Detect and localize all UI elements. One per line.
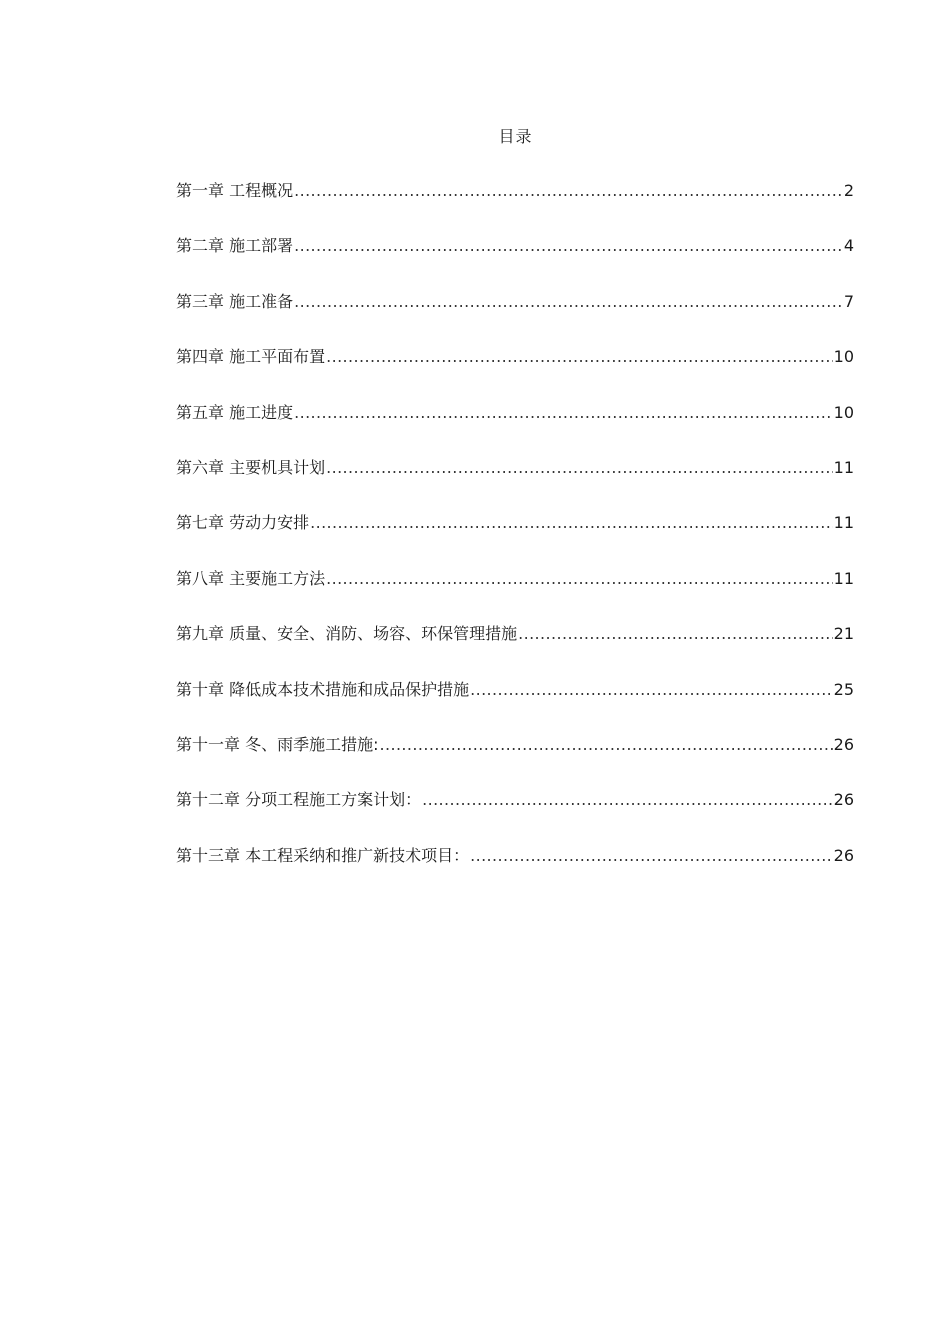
table-of-contents [176, 180, 854, 900]
toc-entry-label: 第九章 质量、安全、消防、场容、环保管理措施 [176, 624, 518, 644]
toc-dot-leader [422, 789, 833, 811]
toc-dot-leader [470, 679, 833, 701]
toc-entry-label: 第十一章 冬、雨季施工措施: [176, 734, 379, 754]
toc-page-number: 26 [833, 790, 854, 810]
toc-dot-leader [518, 623, 833, 645]
toc-page-number: 2 [843, 181, 854, 200]
toc-page-number: 4 [843, 236, 854, 256]
toc-dot-leader [326, 568, 833, 590]
toc-dot-leader [379, 734, 832, 756]
toc-entry[interactable] [176, 402, 854, 457]
toc-entry[interactable] [176, 623, 854, 678]
toc-dot-leader [326, 346, 833, 368]
toc-dot-leader [294, 235, 843, 257]
toc-entry-label: 第十三章 本工程采纳和推广新技术项目： [176, 845, 470, 865]
toc-entry-label: 第一章 工程概况 [176, 181, 294, 200]
toc-dot-leader [294, 180, 843, 202]
toc-entry-label: 第三章 施工准备 [176, 291, 294, 311]
toc-dot-leader [294, 402, 833, 424]
toc-entry-label: 第八章 主要施工方法 [176, 568, 326, 588]
toc-entry-label: 第二章 施工部署 [176, 236, 294, 256]
toc-entry[interactable] [176, 346, 854, 401]
toc-entry-label: 第五章 施工进度 [176, 402, 294, 422]
toc-entry-label: 第十二章 分项工程施工方案计划： [176, 790, 422, 810]
toc-page-number: 10 [833, 402, 854, 422]
toc-entry[interactable] [176, 568, 854, 623]
toc-page-number: 21 [833, 624, 854, 644]
toc-page-number: 11 [833, 513, 854, 533]
toc-dot-leader [310, 512, 833, 534]
toc-entry-label: 第四章 施工平面布置 [176, 347, 326, 367]
toc-entry[interactable] [176, 457, 854, 512]
toc-page-number: 26 [833, 734, 854, 754]
toc-page-number: 10 [833, 347, 854, 367]
toc-dot-leader [470, 845, 833, 867]
toc-title: 目录 [498, 127, 533, 146]
toc-page-number: 25 [833, 679, 854, 699]
toc-entry[interactable] [176, 679, 854, 734]
toc-entry-label: 第十章 降低成本技术措施和成品保护措施 [176, 679, 470, 699]
toc-entry[interactable] [176, 789, 854, 844]
toc-entry[interactable] [176, 512, 854, 567]
toc-entry[interactable] [176, 845, 854, 900]
toc-page-number: 11 [833, 568, 854, 588]
toc-entry-label: 第七章 劳动力安排 [176, 513, 310, 533]
toc-entry[interactable] [176, 235, 854, 290]
toc-dot-leader [294, 291, 843, 313]
toc-dot-leader [326, 457, 833, 479]
toc-entry[interactable] [176, 291, 854, 346]
toc-entry[interactable] [176, 734, 854, 789]
toc-entry[interactable] [176, 180, 854, 235]
toc-entry-label: 第六章 主要机具计划 [176, 457, 326, 477]
toc-page-number: 7 [843, 291, 854, 311]
toc-page-number: 11 [833, 457, 854, 477]
toc-page-number: 26 [833, 845, 854, 865]
